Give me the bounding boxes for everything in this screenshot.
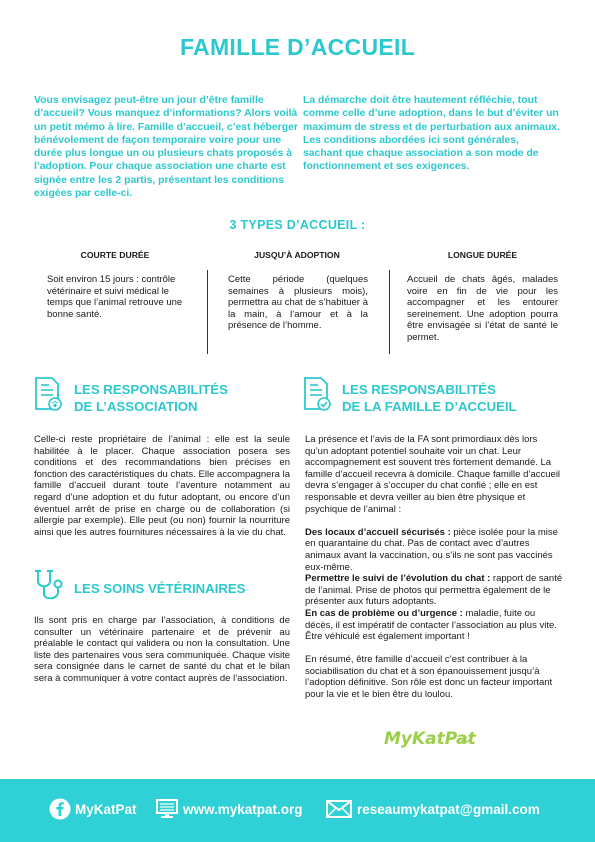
famille-item: [305, 527, 563, 573]
famille-paragraph: En résumé, être famille d’accueil c’est contribuer à la sociabilisation du chat et à son épanouissement jusqu’à l’adoption définitive. Son rôle est donc un facteur important pour la vie et le bien être du loulou.: [305, 654, 553, 701]
type-heading-longue: LONGUE DURÉE: [447, 250, 518, 260]
stethoscope-icon: [32, 568, 66, 604]
footer: [0, 779, 595, 842]
section-title-line: DE LA FAMILLE D’ACCUEIL: [342, 398, 517, 414]
section-title-line: LES RESPONSABILITÉS: [342, 382, 496, 397]
section-title-famille: [342, 382, 517, 415]
famille-item-label: Des locaux d’accueil sécurisés :: [305, 526, 451, 538]
soins-text: Ils sont pris en charge par l’association, à conditions de consulter un vétérinaire partenaire et de prévenir au préalable le contact qui validera ou non la consultation. Une liste des partenaires vous sera communiquée. Chaque visite sera consignée dans le carnet de santé du chat et le bilan sera à communiquer à votre contact auprès de l’association.: [34, 615, 290, 684]
email-icon: [326, 800, 352, 818]
famille-item: [305, 573, 563, 608]
famille-item-text: maladie, fuite ou décès, il est impératif de contacter l’association au plus vite. Être véhiculé est également important !: [305, 607, 557, 643]
column-divider: [207, 270, 208, 354]
type-heading-courte: COURTE DURÉE: [80, 250, 150, 260]
type-text-longue: Accueil de chats âgés, malades voire en fin de vie pour les accompagner et les entourer sereinement. Une adoption pourra être envisagée si l’état de santé le permet.: [407, 274, 558, 343]
famille-item-label: Permettre le suivi de l’évolution du chat :: [305, 573, 491, 585]
section-title-line: LES RESPONSABILITÉS: [74, 382, 228, 397]
type-text-adoption: Cette période (quelques semaines à plusieurs mois), permettra au chat de s’habituer à la main, à l’amour et à la présence de l’homme.: [228, 274, 368, 332]
intro-right-text: La démarche doit être hautement réfléchie, tout comme celle d’une adoption, dans le but d’éviter un maximum de stress et de perturbation aux animaux. Les conditions abordées ici sont générales, sachant que chaque association a son mode de fonctionnement et ses exigences.: [303, 95, 560, 173]
intro-left-text: Vous envisagez peut-être un jour d’être famille d’accueil? Vous manquez d’informations? Alors voilà un petit mémo à lire. Famille d’accueil, c’est héberger bénévolement de façon temporaire voire pour une durée plus longue un ou plusieurs chats proposés à l’adoption. Pour chaque association une charte est signée entre les 2 partis, présentant les conditions exigées par celle-ci.: [34, 95, 298, 200]
facebook-icon[interactable]: [49, 798, 71, 820]
famille-item: [305, 608, 563, 643]
footer-email-link[interactable]: reseaumykatpat@gmail.com: [357, 802, 540, 817]
famille-text: [305, 434, 563, 701]
types-title: 3 TYPES D’ACCUEIL :: [229, 218, 366, 232]
section-title-soins: LES SOINS VÉTÉRINAIRES: [74, 581, 246, 596]
column-divider: [389, 270, 390, 354]
association-text: Celle-ci reste propriétaire de l’animal : elle est la seule habilitée à le placer. Chaque association posera ses conditions et des recommandations bien précises en fonction des caractéristiques du chats. Elle accompagnera la famille d’accueil durant toute l’aventure notamment au regard d’une adoption et du futur adoptant, ou encore d’un éventuel arrêt de prise en charge ou de collaboration (si allergie par exemple). Elle peut (ou non) fournir la nourriture ainsi que les autres fournitures nécessaires à la vie du chat.: [34, 434, 290, 538]
section-title-association: [74, 382, 228, 415]
famille-item-text: rapport de santé de l’animal. Prise de photos qui permettra également de le présenter aux futurs adoptants.: [305, 573, 563, 608]
document-paw-icon: [33, 376, 63, 412]
document-check-icon: [302, 376, 332, 412]
type-heading-adoption: JUSQU’À ADOPTION: [254, 250, 340, 260]
section-title-line: DE L’ASSOCIATION: [74, 398, 198, 414]
page-title: FAMILLE D’ACCUEIL: [179, 34, 416, 60]
famille-item-text: pièce isolée pour la mise en quarantaine du chat. Pas de contact avec d’autres animaux avant la vaccination, ou s’ils ne sont pas vaccinés eux-même.: [305, 526, 558, 573]
famille-item-label: En cas de problème ou d’urgence :: [305, 607, 463, 619]
footer-facebook-link[interactable]: MyKatPat: [75, 802, 137, 817]
computer-icon: [156, 799, 178, 819]
footer-website-link[interactable]: www.mykatpat.org: [183, 802, 303, 817]
logo: MyKatPat: [384, 729, 476, 749]
type-text-courte: Soit environ 15 jours : contrôle vétérinaire et suivi médical le temps que l’animal retrouve une bonne santé.: [47, 274, 183, 320]
famille-paragraph: La présence et l’avis de la FA sont primordiaux dès lors qu’un adoptant potentiel souhaite voir un chat. Leur accompagnement est souvent très fortement demandé. La famille d’accueil recevra à domicile. Chaque famille d’accueil devra s’engager à s’occuper du chat confié ; elle en est responsable et devra veiller au bien être physique et psychique de l’animal :: [305, 434, 561, 515]
